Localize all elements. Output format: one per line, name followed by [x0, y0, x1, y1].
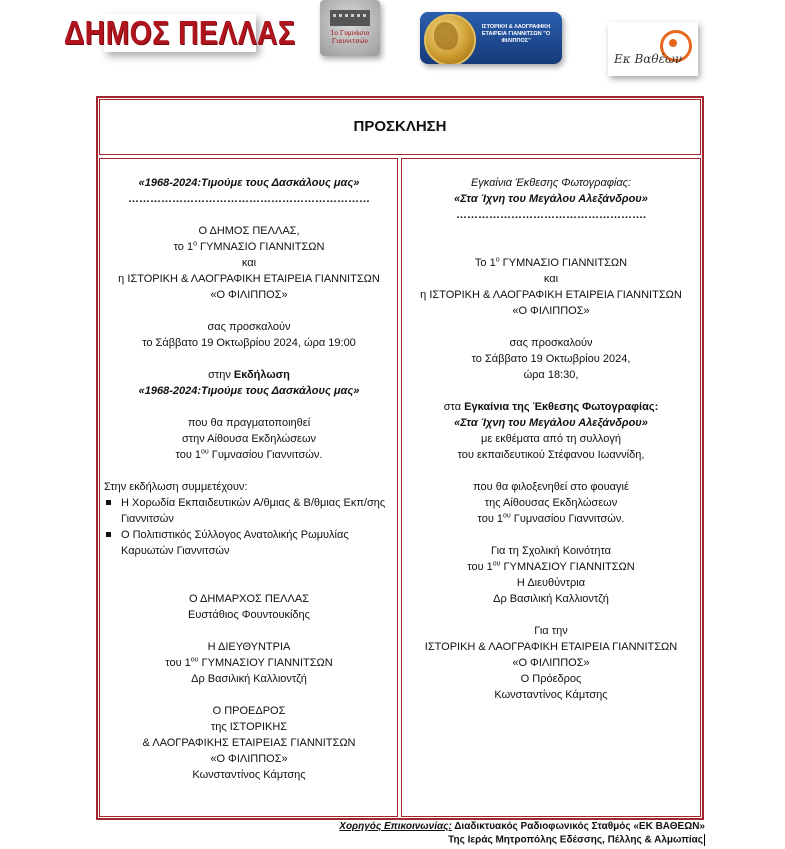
left-host-5: «Ο ΦΙΛΙΠΠΟΣ»: [210, 289, 288, 301]
school-sig-4: Δρ Βασιλική Καλλιοντζή: [493, 593, 609, 605]
right-host-2: και: [543, 273, 559, 285]
right-heading-2: «Στα Ίχνη του Μεγάλου Αλεξάνδρου»: [454, 193, 648, 205]
coin-head-icon: [434, 22, 458, 50]
right-venue-1: που θα φιλοξενηθεί στο φουαγιέ: [473, 481, 629, 493]
dimos-pellas-logo: [64, 14, 296, 52]
society-sig-2: ΙΣΤΟΡΙΚΗ & ΛΑΟΓΡΑΦΙΚΗ ΕΤΑΙΡΕΙΑ ΓΙΑΝΝΙΤΣΩΝ: [424, 641, 678, 653]
right-event-column: [405, 175, 697, 703]
sponsor-line: [339, 821, 705, 832]
society-sig-1: Για την: [534, 625, 568, 637]
left-datetime: το Σάββατο 19 Οκτωβρίου 2024, ώρα 19:00: [142, 337, 356, 349]
left-invite: σας προσκαλούν: [207, 321, 291, 333]
school-logo: [320, 0, 380, 56]
school-sig-2: του $1^{o\upsilon}$ ΓΥΜΝΑΣΙΟΥ ΓΙΑΝΝΙΤΣΩΝ: [467, 560, 635, 573]
president-name: Κωνσταντίνος Κάμτσης: [192, 769, 306, 781]
right-host-3: η ΙΣΤΟΡΙΚΗ & ΛΑΟΓΡΑΦΙΚΗ ΕΤΑΙΡΕΙΑ ΓΙΑΝΝΙΤΣΩΝ: [420, 289, 682, 301]
left-venue-2: στην Αίθουσα Εκδηλώσεων: [181, 433, 317, 445]
participant-1: Η Χορωδία Εκπαιδευτικών Α/θμιας & Β/θμιας Εκπ/σης Γιαννιτσών: [121, 497, 386, 525]
sponsor-text-2: Της Ιεράς Μητροπόλης Εδέσσης, Πέλλης & Αλμωπίας: [448, 834, 703, 846]
right-venue-3: του $1^{o\upsilon}$ Γυμνασίου Γιαννιτσών.: [477, 512, 625, 525]
sponsor-label: Χορηγός Επικοινωνίας:: [339, 821, 452, 832]
ekvathon-logo-text: Εκ Βαθέων: [614, 52, 683, 66]
right-host-1: Το $1^o$ ΓΥΜΝΑΣΙΟ ΓΙΑΝΝΙΤΣΩΝ: [474, 256, 628, 269]
mayor-role: Ο ΔΗΜΑΡΧΟΣ ΠΕΛΛΑΣ: [189, 593, 309, 605]
filippos-logo-text: ΙΣΤΟΡΙΚΗ & ΛΑΟΓΡΑΦΙΚΗ ΕΤΑΙΡΕΙΑ ΓΙΑΝΝΙΤΣΩΝ "Ο ΦΙΛΙΠΠΟΣ": [481, 24, 551, 44]
participant-item: [104, 495, 394, 527]
sponsor-text: Διαδικτυακός Ραδιοφωνικός Σταθμός «ΕΚ ΒΑΘΕΩΝ»: [451, 821, 705, 832]
dimos-logo-text: ΔΗΜΟΣ ΠΕΛΛΑΣ: [64, 14, 296, 51]
left-event-line: στην Εκδήλωση: [208, 369, 290, 381]
participant-2: Ο Πολιτιστικός Σύλλογος Ανατολικής Ρωμυλίας Καρυωτών Γιαννιτσών: [121, 529, 349, 557]
left-host-2: το $1^o$ ΓΥΜΝΑΣΙΟ ΓΙΑΝΝΙΤΣΩΝ: [173, 240, 325, 253]
society-sig-5: Κωνσταντίνος Κάμτσης: [494, 689, 608, 701]
filippos-society-logo: [420, 12, 562, 64]
left-event-title: «1968-2024:Τιμούμε τους Δασκάλους μας»: [138, 385, 360, 397]
left-dots: …………………………………………………………: [128, 193, 370, 205]
president-role: Ο ΠΡΟΕΔΡΟΣ: [212, 705, 286, 717]
right-heading-1: Εγκαίνια Έκθεσης Φωτογραφίας:: [470, 177, 632, 189]
left-host-1: Ο ΔΗΜΟΣ ΠΕΛΛΑΣ,: [198, 225, 300, 237]
right-date: το Σάββατο 19 Οκτωβρίου 2024,: [471, 353, 631, 365]
invitation-title: ΠΡΟΣΚΛΗΣΗ: [353, 118, 447, 135]
president-org-2: & ΛΑΟΓΡΑΦΙΚΗΣ ΕΤΑΙΡΕΙΑΣ ΓΙΑΝΝΙΤΣΩΝ: [142, 737, 356, 749]
director-role: Η ΔΙΕΥΘΥΝΤΡΙΑ: [207, 641, 291, 653]
right-venue-2: της Αίθουσας Εκδηλώσεων: [484, 497, 618, 509]
bullet-icon: [106, 532, 111, 537]
society-sig-4: Ο Πρόεδρος: [520, 673, 582, 685]
school-sig-3: Η Διευθύντρια: [516, 577, 586, 589]
ek-vathon-logo: [608, 22, 698, 76]
society-sig-3: «Ο ΦΙΛΙΠΠΟΣ»: [512, 657, 590, 669]
president-org-3: «Ο ΦΙΛΙΠΠΟΣ»: [210, 753, 288, 765]
director-org: του $1^{o\upsilon}$ ΓΥΜΝΑΣΙΟΥ ΓΙΑΝΝΙΤΣΩΝ: [165, 656, 333, 669]
left-event-column: [104, 175, 394, 783]
sponsor-line-2: [448, 834, 705, 846]
right-time: ώρα 18:30,: [523, 369, 579, 381]
bullet-icon: [106, 500, 111, 505]
participant-item: [104, 527, 394, 559]
right-host-4: «Ο ΦΙΛΙΠΠΟΣ»: [512, 305, 590, 317]
right-dots: …………………………………………….: [455, 209, 647, 221]
school-logo-text: 1ο Γυμνάσιο Γιαννιτσών: [330, 30, 370, 45]
participants-intro: Στην εκδήλωση συμμετέχουν:: [104, 481, 248, 493]
mayor-name: Ευστάθιος Φουντουκίδης: [188, 609, 310, 621]
left-venue-1: που θα πραγματοποιηθεί: [187, 417, 311, 429]
left-heading: «1968-2024:Τιμούμε τους Δασκάλους μας»: [138, 177, 360, 189]
left-host-4: η ΙΣΤΟΡΙΚΗ & ΛΑΟΓΡΑΦΙΚΗ ΕΤΑΙΡΕΙΑ ΓΙΑΝΝΙΤΣΩΝ: [118, 273, 380, 285]
president-org-1: της ΙΣΤΟΡΙΚΗΣ: [210, 721, 288, 733]
text-cursor: [704, 834, 705, 846]
director-name: Δρ Βασιλική Καλλιοντζή: [191, 673, 307, 685]
right-event-line: στα Εγκαίνια της Έκθεσης Φωτογραφίας:: [443, 401, 659, 413]
right-exhibit-2: του εκπαιδευτικού Στέφανου Ιωαννίδη,: [457, 449, 645, 461]
participants-list: [104, 479, 394, 559]
right-invite: σας προσκαλούν: [509, 337, 593, 349]
right-event-title: «Στα Ίχνη του Μεγάλου Αλεξάνδρου»: [454, 417, 648, 429]
school-building-icon: [330, 10, 370, 26]
school-sig-1: Για τη Σχολική Κοινότητα: [490, 545, 611, 557]
left-venue-3: του $1^{o\upsilon}$ Γυμνασίου Γιαννιτσών.: [175, 448, 323, 461]
left-host-3: και: [241, 257, 257, 269]
right-exhibit-1: με εκθέματα από τη συλλογή: [481, 433, 621, 445]
